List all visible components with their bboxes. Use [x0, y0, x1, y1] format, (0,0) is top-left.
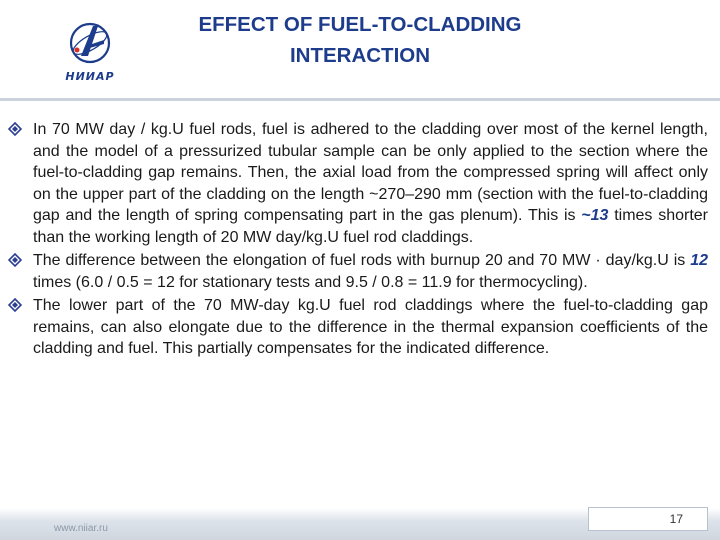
- diamond-bullet-icon: [8, 122, 22, 136]
- page-number-box: [588, 507, 708, 531]
- bullet-item: [8, 295, 708, 360]
- footer-url: www.niiar.ru: [54, 523, 108, 534]
- bullet-text: times shorter than the working length of 20 MW day/kg.U fuel rod claddings.: [33, 207, 708, 246]
- bullet-list: [8, 119, 708, 360]
- bullet-emphasis: 12: [690, 252, 708, 269]
- niiar-logo: [50, 18, 130, 88]
- bullet-text: The lower part of the 70 MW-day kg.U fuel rod claddings where the fuel-to-cladding gap remains, can also elongate due to the difference in the thermal expansion coefficients of the cladding and fuel. This partially compensates for the indicated difference.: [33, 297, 708, 357]
- bullet-item: [8, 250, 708, 293]
- page-title: [130, 10, 590, 71]
- bullet-text: times (6.0 / 0.5 = 12 for stationary tests and 9.5 / 0.8 = 11.9 for thermocycling).: [33, 273, 588, 291]
- diamond-bullet-icon: [8, 253, 22, 267]
- logo-text: НИИАР: [65, 70, 115, 83]
- bullet-text: The difference between the elongation of fuel rods with burnup 20 and 70 MW · day/kg.U is: [33, 252, 691, 269]
- header-divider: [0, 98, 720, 101]
- bullet-emphasis: ~13: [581, 207, 609, 224]
- niiar-logo-icon: [50, 18, 130, 73]
- title-line-2: INTERACTION: [289, 44, 431, 67]
- page-number: 17: [669, 512, 683, 526]
- bullet-item: [8, 119, 708, 248]
- title-line-1: EFFECT OF FUEL-TO-CLADDING: [198, 13, 522, 36]
- diamond-bullet-icon: [8, 298, 22, 312]
- bullet-text: In 70 MW day / kg.U fuel rods, fuel is adhered to the cladding over most of the kernel length, and the model of a pressurized tubular sample can be only applied to the section where the fuel-to-cladding gap remains. Then, the axial load from the compressed spring will affect only on the upper part of the cladding on the length ~270–290 mm (section with the fuel-to-cladding gap and the length of spring compensating part in the gas plenum). This is: [33, 121, 708, 224]
